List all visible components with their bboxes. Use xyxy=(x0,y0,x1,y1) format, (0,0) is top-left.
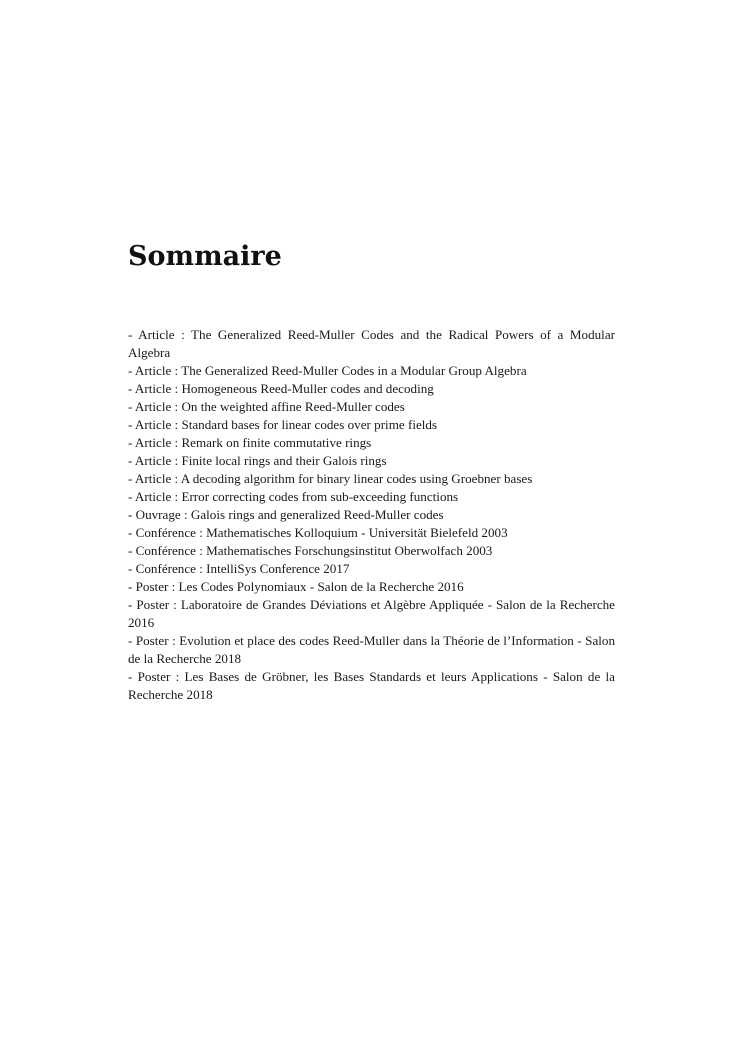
toc-entry: - Poster : Les Codes Polynomiaux - Salon de la Recherche 2016 xyxy=(128,579,464,594)
toc-entry: - Article : On the weighted affine Reed-Muller codes xyxy=(128,399,405,414)
table-of-contents xyxy=(128,326,615,704)
toc-entry: - Article : Remark on finite commutative rings xyxy=(128,435,372,450)
toc-entry: - Article : The Generalized Reed-Muller Codes and the Radical Powers of a Modular Algebra xyxy=(128,327,615,360)
toc-entry: - Article : Homogeneous Reed-Muller codes and decoding xyxy=(128,381,434,396)
toc-entry: - Poster : Evolution et place des codes Reed-Muller dans la Théorie de l’Information - Salon de la Recherche 2018 xyxy=(128,633,615,666)
page-title: Sommaire xyxy=(128,241,282,272)
toc-entry: - Poster : Laboratoire de Grandes Déviations et Algèbre Appliquée - Salon de la Recherche 2016 xyxy=(128,597,615,630)
toc-entry: - Article : The Generalized Reed-Muller Codes in a Modular Group Algebra xyxy=(128,363,527,378)
toc-entry: - Article : A decoding algorithm for binary linear codes using Groebner bases xyxy=(128,471,533,486)
toc-entry: - Poster : Les Bases de Gröbner, les Bases Standards et leurs Applications - Salon de la Recherche 2018 xyxy=(128,669,615,702)
toc-entry: - Conférence : IntelliSys Conference 2017 xyxy=(128,561,350,576)
toc-entry: - Article : Standard bases for linear codes over prime fields xyxy=(128,417,438,432)
toc-entry: - Article : Finite local rings and their Galois rings xyxy=(128,453,387,468)
toc-entry: - Conférence : Mathematisches Forschungsinstitut Oberwolfach 2003 xyxy=(128,543,493,558)
toc-entry: - Article : Error correcting codes from sub-exceeding functions xyxy=(128,489,459,504)
toc-entry: - Ouvrage : Galois rings and generalized Reed-Muller codes xyxy=(128,507,444,522)
toc-entry: - Conférence : Mathematisches Kolloquium - Universität Bielefeld 2003 xyxy=(128,525,508,540)
